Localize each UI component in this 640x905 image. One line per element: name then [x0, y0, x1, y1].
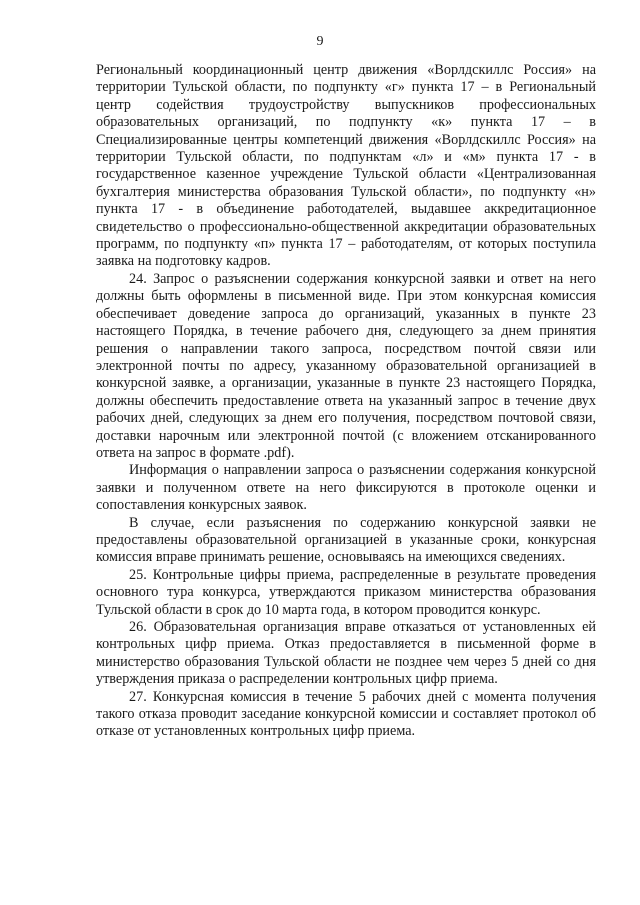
page-number: 9 — [316, 34, 324, 49]
document-body — [96, 62, 596, 741]
paragraph-item-24-case: В случае, если разъяснения по содержанию конкурсной заявки не предоставлены образовательной организацией в указанные сроки, конкурсная комиссия вправе принимать решение, основываясь на имеющихся сведениях. — [96, 514, 596, 566]
paragraph-item-26: 26. Образовательная организация вправе отказаться от установленных ей контрольных цифр приема. Отказ предоставляется в письменной форме в министерство образования Тульской области не позднее чем через 5 дней со дня утверждения приказа о распределении контрольных цифр приема. — [96, 619, 596, 688]
paragraph-item-27: 27. Конкурсная комиссия в течение 5 рабочих дней с момента получения такого отказа проводит заседание конкурсной комиссии и составляет протокол об отказе от установленных контрольных цифр приема. — [96, 688, 596, 740]
paragraph-continuation: Региональный координационный центр движения «Ворлдскиллс Россия» на территории Тульской области, по подпункту «г» пункта 17 – в Региональный центр содействия трудоустройству выпускников профессиональных образовательных организаций, по подпункту «к» пункта 17 – в Специализированные центры компетенций движения «Ворлдскиллс Россия» на территории Тульской области, по подпунктам «л» и «м» пункта 17 - в государственное казенное учреждение Тульской области «Централизованная бухгалтерия министерства образования Тульской области», по подпункту «н» пункта 17 - в объединение работодателей, выдавшее аккредитационное свидетельство о профессионально-общественной аккредитации образовательных программ, по подпункту «п» пункта 17 – работодателям, от которых поступила заявка на подготовку кадров. — [96, 62, 596, 270]
paragraph-item-24-info: Информация о направлении запроса о разъяснении содержания конкурсной заявки и полученном ответе на него фиксируются в протоколе оценки и сопоставления конкурсных заявок. — [96, 462, 596, 514]
paragraph-item-24: 24. Запрос о разъяснении содержания конкурсной заявки и ответ на него должны быть оформлены в письменной виде. При этом конкурсная комиссия обеспечивает доведение запроса до организаций, указанных в пункте 23 настоящего Порядка, в течение рабочего дня, следующего за днем принятия решения о направлении такого запроса, посредством почтой связи или электронной почты по адресу, указанному образовательной организацией в конкурсной заявке, а организации, указанные в пункте 23 настоящего Порядка, должны обеспечить предоставление ответа на указанный запрос в течение двух рабочих дней, следующих за днем его получения, посредством почтовой связи, доставки нарочным или электронной почтой (с вложением отсканированного ответа на запрос в формате .pdf). — [96, 270, 596, 461]
paragraph-item-25: 25. Контрольные цифры приема, распределенные в результате проведения основного тура конкурса, утверждаются приказом министерства образования Тульской области в срок до 10 марта года, в котором проводится конкурс. — [96, 566, 596, 618]
